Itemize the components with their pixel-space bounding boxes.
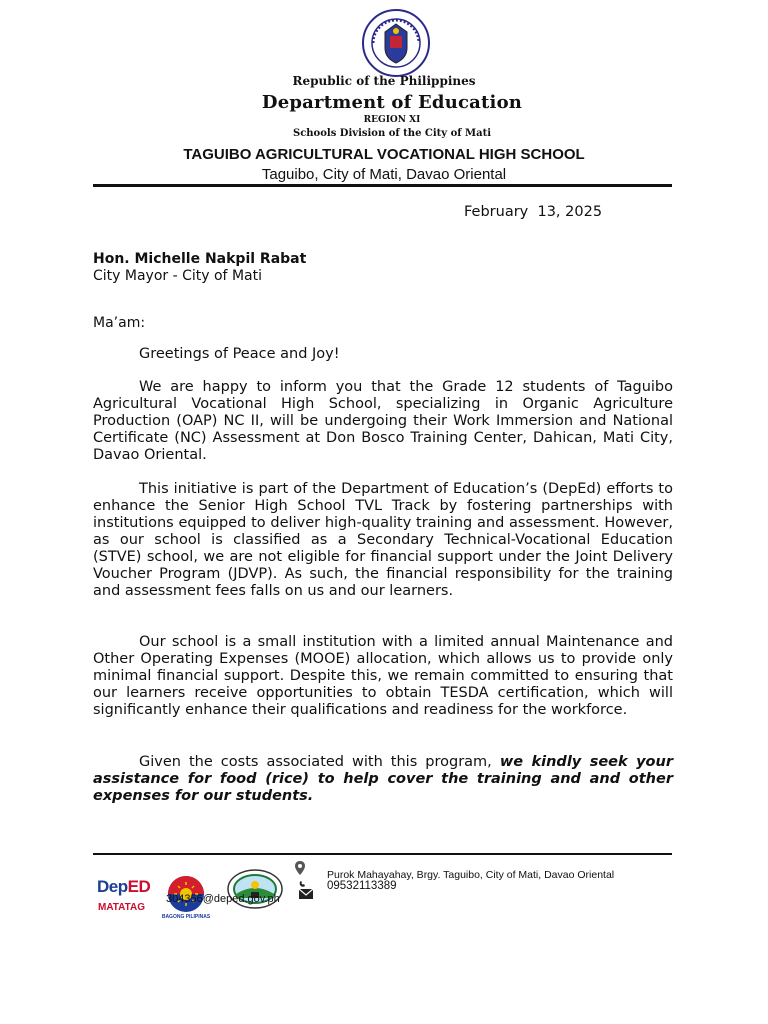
recipient-title: City Mayor - City of Mati (93, 268, 262, 284)
footer-phone: 09532113389 (327, 880, 397, 892)
deped-logo-text: DepED (97, 877, 151, 896)
region-heading: REGION XI (363, 115, 421, 125)
header-divider (93, 184, 672, 187)
division-heading: Schools Division of the City of Mati (292, 128, 492, 139)
deped-seal-icon (361, 8, 431, 78)
footer-divider (93, 853, 672, 855)
bagong-pilipinas-text: BAGONG PILIPINAS (162, 914, 210, 920)
salutation: Ma’am: (93, 315, 146, 331)
footer-email[interactable]: 304356@deped.gov.ph (166, 893, 280, 905)
envelope-phone-icon (298, 880, 314, 900)
location-pin-icon (293, 860, 307, 876)
greeting: Greetings of Peace and Joy! (139, 346, 340, 362)
footer-address: Purok Mahayahay, Brgy. Taguibo, City of Mati, Davao Oriental (327, 869, 615, 881)
recipient-name: Hon. Michelle Nakpil Rabat (93, 251, 307, 267)
matatag-logo-text: MATATAG (98, 902, 146, 913)
department-heading: Department of Education (261, 92, 523, 113)
school-address: Taguibo, City of Mati, Davao Oriental (261, 166, 507, 183)
republic-heading: Republic of the Philippines (292, 74, 476, 88)
paragraph-mooe: Our school is a small institution with a limited annual Maintenance and Other Operating Expenses (MOOE) allocation, which allows us to provide only minimal financial support. Despite this, we remain committed to ensuring that our learners receive opportunities to obtain TESDA certification, which will significantly enhance their qualifications and readiness for the workforce. (93, 634, 673, 718)
paragraph-intro: We are happy to inform you that the Grade 12 students of Taguibo Agricultural Vocational High School, specializing in Organic Agriculture Production (OAP) NC II, will be undergoing their Work Immersion and National Certificate (NC) Assessment at Don Bosco Training Center, Dahican, Mati City, Davao Oriental. (93, 379, 673, 463)
school-name: TAGUIBO AGRICULTURAL VOCATIONAL HIGH SCHOOL (183, 146, 585, 163)
letter-date: February 13, 2025 (464, 204, 603, 220)
request-emphasis: we kindly seek your assistance for food (rice) to help cover the training and and other expenses for our students. (93, 754, 673, 804)
paragraph-initiative: This initiative is part of the Department of Education’s (DepEd) efforts to enhance the Senior High School TVL Track by fostering partnerships with institutions equipped to deliver high-quality training and assessment. However, as our school is classified as a Secondary Technical-Vocational Education (STVE) school, we are not eligible for financial support under the Joint Delivery Voucher Program (JDVP). As such, the financial responsibility for the training and assessment fees falls on us and our learners. (93, 481, 673, 599)
deped-logo (97, 877, 150, 897)
request-lead: Given the costs associated with this program, (139, 754, 500, 770)
paragraph-request (93, 754, 673, 805)
